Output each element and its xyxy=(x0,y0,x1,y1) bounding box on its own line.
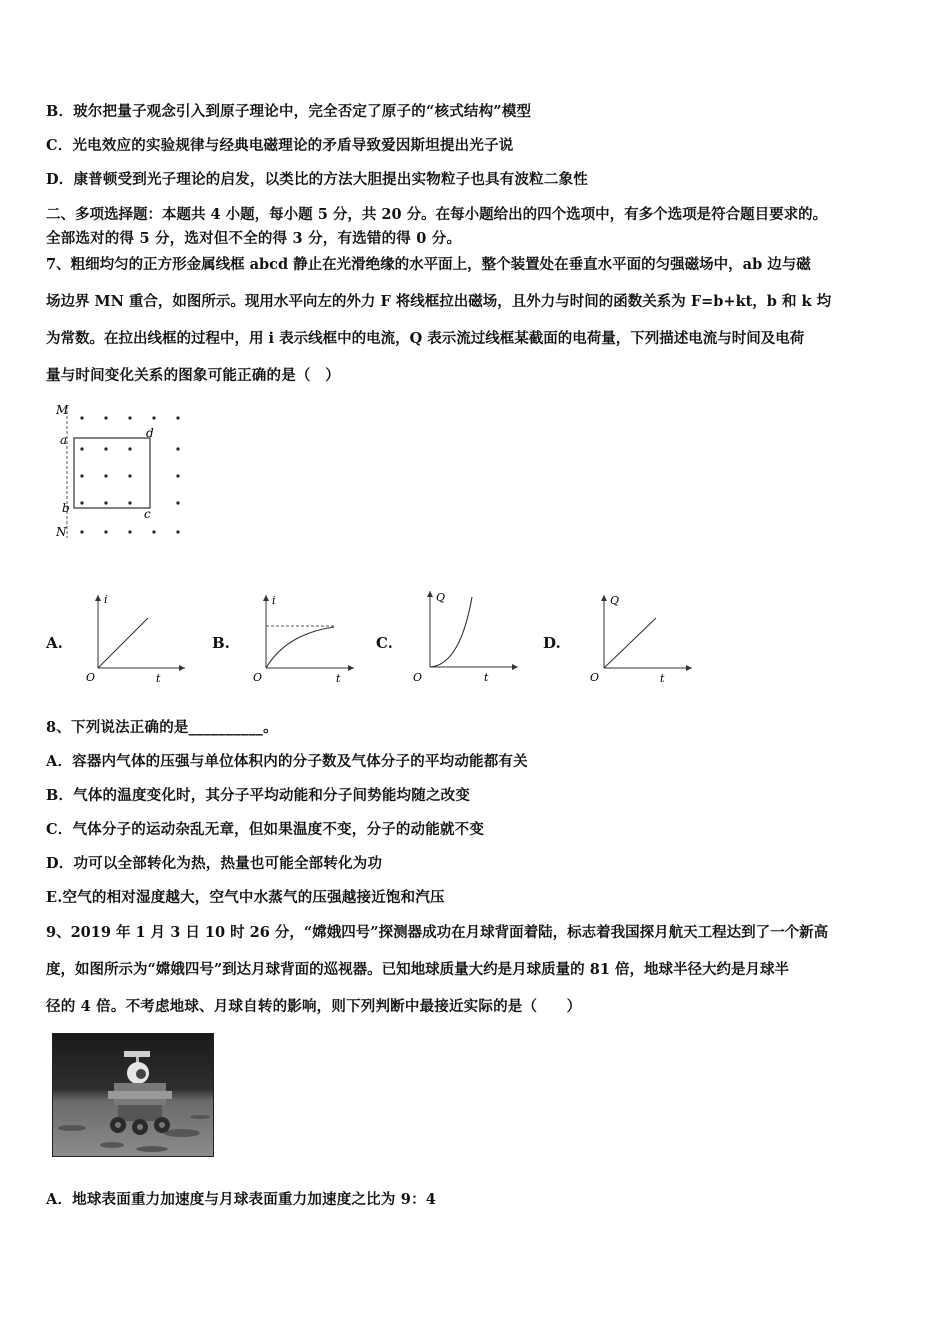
q9-stem-line3: 径的 4 倍。不考虑地球、月球自转的影响，则下列判断中最接近实际的是（ ） xyxy=(46,998,582,1015)
origin-label: O xyxy=(590,671,600,684)
q7-frame-figure xyxy=(48,398,198,548)
origin-label: O xyxy=(86,671,96,684)
axis-label: Q xyxy=(436,591,446,604)
axis-label: Q xyxy=(610,594,620,607)
q8-stem: 8、下列说法正确的是__________。 xyxy=(46,719,278,736)
label-c: c xyxy=(144,507,151,521)
section-scoring: 全部选对的得 5 分，选对但不全的得 3 分，有选错的得 0 分。 xyxy=(46,230,462,247)
q8-option-a: A．容器内气体的压强与单位体积内的分子数及气体分子的平均动能都有关 xyxy=(46,753,528,770)
q9-stem-line1: 9、2019 年 1 月 3 日 10 时 26 分，“嫦娥四号”探测器成功在月球背面着陆，标志着我国探月航天工程达到了一个新高 xyxy=(46,924,829,941)
q7-graph-d[interactable] xyxy=(588,590,698,685)
q7-stem-line4: 量与时间变化关系的图象可能正确的是（ ） xyxy=(46,367,340,384)
rover-photo xyxy=(52,1033,214,1157)
q8-option-c: C．气体分子的运动杂乱无章，但如果温度不变，分子的动能就不变 xyxy=(46,821,485,838)
q7-option-d-label[interactable]: D. xyxy=(543,634,561,652)
axis-label: t xyxy=(484,671,489,684)
section-heading: 二、多项选择题：本题共 4 小题，每小题 5 分，共 20 分。在每小题给出的四个选项中，有多个选项是符合题目要求的。 xyxy=(46,206,828,223)
axis-label: t xyxy=(660,672,665,685)
origin-label: O xyxy=(413,671,423,684)
label-b: b xyxy=(62,501,70,515)
q7-stem-line3: 为常数。在拉出线框的过程中，用 i 表示线框中的电流，Q 表示流过线框某截面的电荷量，下列描述电流与时间及电荷 xyxy=(46,330,805,347)
q8-option-d: D．功可以全部转化为热，热量也可能全部转化为功 xyxy=(46,855,383,872)
q7-graph-b[interactable] xyxy=(250,590,360,685)
q7-graph-c[interactable] xyxy=(410,585,525,685)
q7-graph-a[interactable] xyxy=(80,590,190,685)
q6-option-b: B．玻尔把量子观念引入到原子理论中，完全否定了原子的“核式结构”模型 xyxy=(46,103,532,120)
q7-option-b-label[interactable]: B. xyxy=(212,634,230,652)
q8-option-b: B．气体的温度变化时，其分子平均动能和分子间势能均随之改变 xyxy=(46,787,471,804)
label-N: N xyxy=(56,525,67,539)
q7-stem-line1: 7、粗细均匀的正方形金属线框 abcd 静止在光滑绝缘的水平面上，整个装置处在垂直水平面的匀强磁场中，ab 边与磁 xyxy=(46,256,811,273)
q7-option-c-label[interactable]: C. xyxy=(376,634,393,652)
q6-option-d: D．康普顿受到光子理论的启发，以类比的方法大胆提出实物粒子也具有波粒二象性 xyxy=(46,171,588,188)
axis-label: t xyxy=(156,672,161,685)
origin-label: O xyxy=(253,671,263,684)
q9-option-a: A．地球表面重力加速度与月球表面重力加速度之比为 9：4 xyxy=(46,1191,437,1208)
label-d: d xyxy=(146,426,154,440)
label-a: a xyxy=(60,433,68,447)
q9-stem-line2: 度，如图所示为“嫦娥四号”到达月球背面的巡视器。已知地球质量大约是月球质量的 81 倍，地球半径大约是月球半 xyxy=(46,961,789,978)
axis-label: t xyxy=(336,672,341,685)
q6-option-c: C．光电效应的实验规律与经典电磁理论的矛盾导致爱因斯坦提出光子说 xyxy=(46,137,514,154)
q7-option-a-label[interactable]: A. xyxy=(46,634,63,652)
q8-option-e: E.空气的相对湿度越大，空气中水蒸气的压强越接近饱和汽压 xyxy=(46,889,445,906)
axis-label: i xyxy=(104,593,108,606)
axis-label: i xyxy=(272,594,276,607)
q7-stem-line2: 场边界 MN 重合，如图所示。现用水平向左的外力 F 将线框拉出磁场，且外力与时间的函数关系为 F=b+kt，b 和 k 均 xyxy=(46,293,832,310)
label-M: M xyxy=(56,403,69,417)
